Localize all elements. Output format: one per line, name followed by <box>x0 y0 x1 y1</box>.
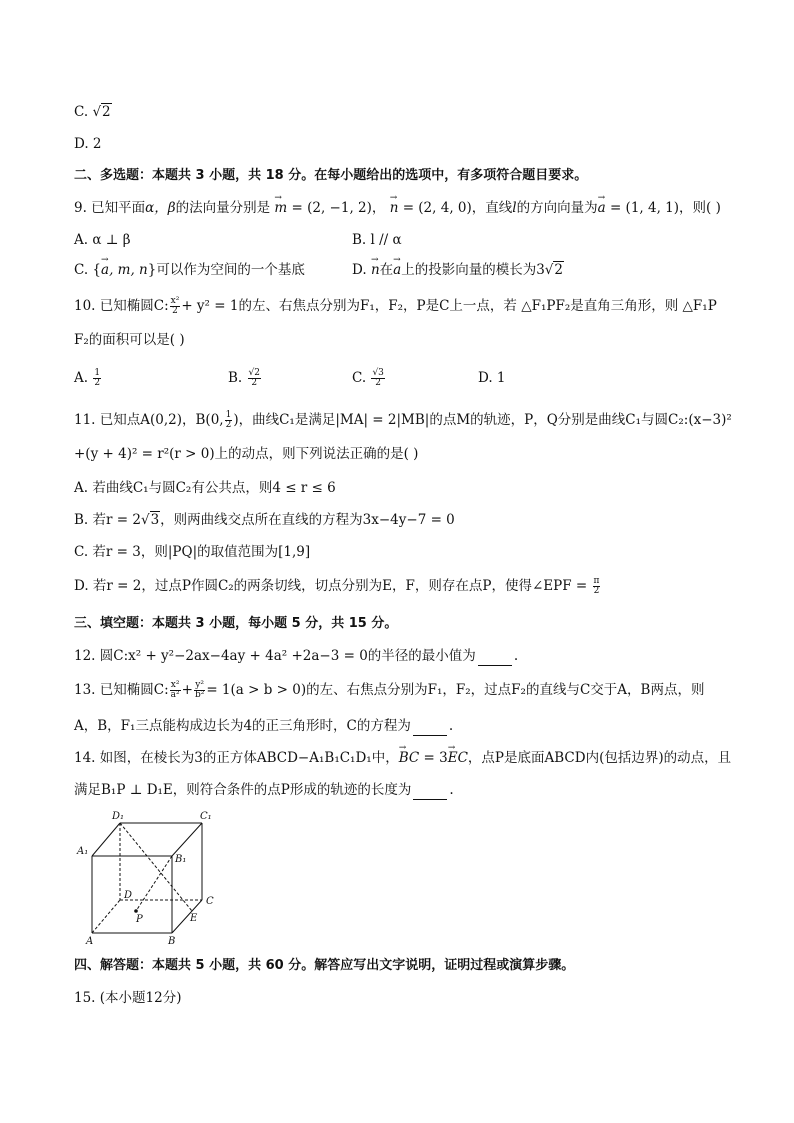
q12-text: 12. 圆C:x² + y²−2ax−4ay + 4a² +2a−3 = 0的半径的最小值为 <box>74 648 476 664</box>
denominator: 2 <box>375 378 382 388</box>
label-p: P <box>136 914 143 925</box>
q11-text-2: )，曲线C₁是满足|MA| = 2|MB|的点M的轨迹，P，Q分别是曲线C₁与圆C₂:(x−3)² <box>233 412 732 428</box>
label-a: A <box>86 936 94 947</box>
label-d1: D₁ <box>112 811 125 822</box>
q9-option-b: B. l // α <box>352 232 402 248</box>
numerator: √2 <box>248 368 260 378</box>
q10-option-a <box>74 368 102 388</box>
q12-end: . <box>513 648 519 664</box>
radicand: 3 <box>150 512 160 528</box>
q9-option-a: A. α ⊥ β <box>74 232 131 248</box>
sqrt-expression: √3 <box>140 512 160 528</box>
numerator: √3 <box>372 368 384 378</box>
label-d: D <box>124 890 133 901</box>
q10-option-d: D. 1 <box>478 370 506 386</box>
vector-m: → m <box>274 198 287 218</box>
q9c-text-2: }可以作为空间的一个基底 <box>147 262 305 278</box>
fraction <box>225 411 233 430</box>
edge-ad <box>92 900 120 933</box>
q11-stem-line-1 <box>74 410 734 430</box>
q13-stem-line-2 <box>74 716 734 736</box>
q11-stem-line-2: +(y + 4)² = r²(r > 0)上的动点，则下列说法正确的是( ) <box>74 446 419 462</box>
vector-a: → a <box>598 198 606 218</box>
q13-text-2: = 1(a > b > 0)的左、右焦点分别为F₁，F₂，过点F₂的直线与C交于A，B两点，则 <box>206 682 705 698</box>
vector-ec: → EC <box>448 748 468 768</box>
q13-stem-line-1: 13. 已知椭圆C: $\frac{\text{x²}}{\text{a²}}$ + $\frac{\text{y²}}{\text{b²}}$ = 1(a > b > 0)的左、右焦点分别为F₁，F₂，过点F₂的直线与C交于A，B两点，则 <box>74 680 705 700</box>
section-4-heading: 四、解答题：本题共 5 小题，共 60 分。解答应写出文字说明，证明过程或演算步骤。 <box>74 958 575 973</box>
fraction <box>371 369 384 388</box>
fraction <box>593 577 601 596</box>
q11b-text-2: ，则两曲线交点所在直线的方程为3x−4y−7 = 0 <box>160 512 455 528</box>
radicand: 2 <box>554 262 563 278</box>
q9-text-1: 9. 已知平面 <box>74 200 146 216</box>
answer-blank[interactable] <box>413 723 447 736</box>
q10-stem-line-2: F₂的面积可以是( ) <box>74 332 185 348</box>
q10-option-c <box>352 368 386 388</box>
line-l: l <box>512 200 517 216</box>
q12-stem <box>74 646 734 666</box>
q11-text-1: 11. 已知点A(0,2)，B(0, <box>74 412 224 428</box>
option-label: B. <box>228 370 243 386</box>
q15-heading: 15. (本小题12分) <box>74 990 182 1006</box>
denominator: 2 <box>172 306 178 316</box>
q10-text-2: + y² = 1的左、右焦点分别为F₁，F₂，P是C上一点，若 △F₁PF₂是直角三角形，则 △F₁P <box>181 298 717 314</box>
label-c: C <box>206 896 214 907</box>
label-b: B <box>168 936 176 947</box>
vector-a: → a <box>393 260 401 280</box>
numerator: 1 <box>94 368 101 378</box>
q13-text-1: 13. 已知椭圆C: <box>74 682 169 698</box>
segment-b1p <box>136 856 172 911</box>
q11-option-c: C. 若r = 3，则|PQ|的取值范围为[1,9] <box>74 544 311 560</box>
vector-bc: → BC <box>399 748 420 768</box>
fraction <box>248 369 261 388</box>
option-label: A. <box>74 370 89 386</box>
numerator: π <box>593 576 600 586</box>
sqrt-expression: √2 <box>92 104 111 120</box>
q9d-text-2: 在 <box>379 262 394 278</box>
q9c-text-1: C. { <box>74 262 102 278</box>
answer-blank[interactable] <box>413 787 447 800</box>
q11-option-d <box>74 576 734 596</box>
q11b-text-1: B. 若r = 2 <box>74 512 141 528</box>
numerator: x² <box>170 296 180 306</box>
label-b1: B₁ <box>175 854 187 865</box>
q9-vector-m-value: = (2, −1, 2)， <box>291 200 386 216</box>
vector-set: → a, m, n <box>101 260 148 280</box>
denominator: a² <box>170 690 180 700</box>
q10-text-1: 10. 已知椭圆C: <box>74 298 169 314</box>
q9-vector-n-value: = (2, 4, 0)， <box>402 200 486 216</box>
q9-text-5: 则( ) <box>692 200 721 216</box>
cube-figure <box>72 808 222 948</box>
q13-end: . <box>448 718 454 734</box>
answer-blank[interactable] <box>478 653 512 666</box>
label-e: E <box>190 913 198 924</box>
edge-a1d1 <box>92 823 120 856</box>
label-a1: A₁ <box>77 846 89 857</box>
sqrt-expression: √2 <box>544 262 563 278</box>
q14-stem-line-2 <box>74 780 734 800</box>
q11-option-b <box>74 510 734 530</box>
denominator: 2 <box>251 378 258 388</box>
point-p <box>134 909 138 913</box>
radicand: 2 <box>102 104 111 120</box>
q9-text-4: 的方向向量为 <box>516 200 598 216</box>
denominator: b² <box>194 690 205 700</box>
q13-text-3: A，B，F₁三点能构成边长为4的正三角形时，C的方程为 <box>74 718 411 734</box>
q14-end: . <box>449 782 454 798</box>
numerator: 1 <box>225 410 232 420</box>
q9d-text-1: D. <box>352 262 367 278</box>
q10-option-b <box>228 368 262 388</box>
q9-option-d <box>352 260 564 280</box>
q8-option-c <box>74 102 734 122</box>
q9-vector-a-value: = (1, 4, 1)， <box>609 200 693 216</box>
q11d-text: D. 若r = 2，过点P作圆C₂的两条切线，切点分别为E，F，则存在点P，使得∠EPF = <box>74 578 588 594</box>
section-3-heading: 三、填空题：本题共 3 小题，每小题 5 分，共 15 分。 <box>74 616 398 631</box>
fraction <box>170 681 181 700</box>
q9-text-2: 的法向量分别是 <box>175 200 271 216</box>
vector-n: → n <box>371 260 380 280</box>
numerator: x² <box>170 680 180 690</box>
q14-text-2: ，点P是底面ABCD内(包括边界)的动点，且 <box>467 750 732 766</box>
q14-stem-line-1 <box>74 748 734 768</box>
numerator: y² <box>195 680 204 690</box>
q14-text-1: 14. 如图，在棱长为3的正方体ABCD−A₁B₁C₁D₁中， <box>74 750 399 766</box>
fraction <box>170 297 181 316</box>
q14-text-3: 满足B₁P ⊥ D₁E，则符合条件的点P形成的轨迹的长度为 <box>74 782 412 798</box>
q8-option-d: D. 2 <box>74 136 102 152</box>
vector-n: → n <box>390 198 399 218</box>
q9d-text-3: 上的投影向量的模长为3 <box>401 262 545 278</box>
denominator: 2 <box>94 378 101 388</box>
option-label: C. <box>74 104 89 120</box>
fraction <box>194 681 205 700</box>
edge-b1c1 <box>172 823 202 856</box>
q9-option-c <box>74 260 305 280</box>
q9-stem <box>74 198 734 218</box>
q9-planes: α，β <box>145 200 176 216</box>
denominator: 2 <box>593 586 600 596</box>
section-2-heading: 二、多选题：本题共 3 小题，共 18 分。在每小题给出的选项中，有多项符合题目要求。 <box>74 168 588 183</box>
q10-stem-line-1 <box>74 296 734 316</box>
q9-text-3: 直线 <box>485 200 513 216</box>
denominator: 2 <box>225 420 232 430</box>
fraction <box>93 369 101 388</box>
q11-option-a: A. 若曲线C₁与圆C₂有公共点，则4 ≤ r ≤ 6 <box>74 480 336 496</box>
label-c1: C₁ <box>200 811 212 822</box>
option-label: C. <box>352 370 367 386</box>
q14-equals: = 3 <box>423 750 448 766</box>
